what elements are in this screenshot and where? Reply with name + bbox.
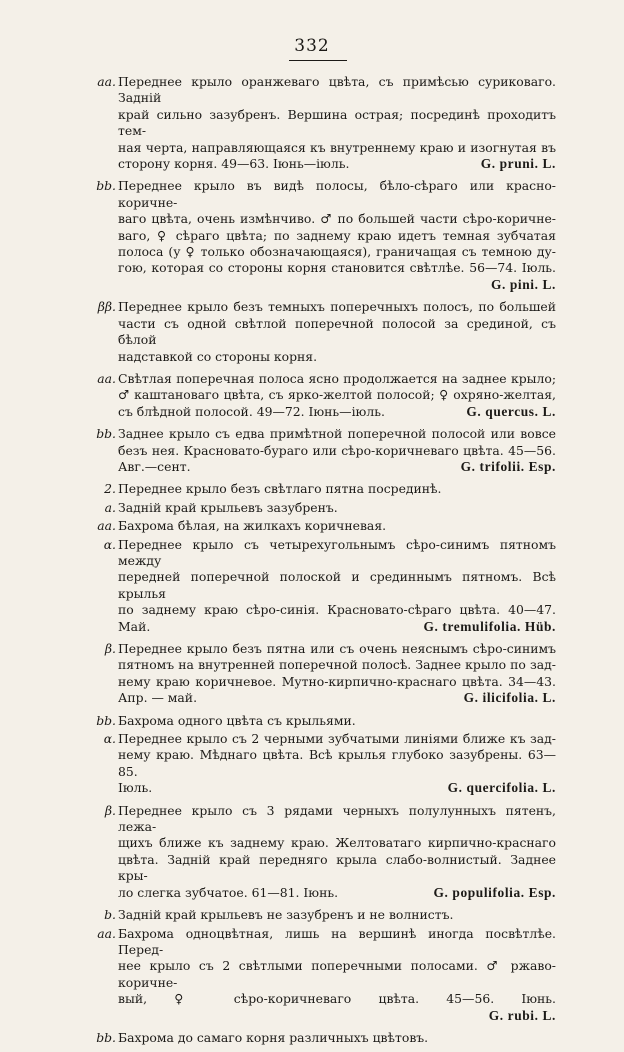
entry-marker: b. [104,907,116,923]
entry-marker: β. [104,641,116,656]
closing-line [118,619,556,635]
species-name: G. quercifolia. L. [447,780,556,796]
text-line: ваго цвѣта, очень измѣнчиво. ♂ по большей части сѣро-коричне- [118,211,556,227]
key-entry [86,518,556,534]
key-entry [86,803,556,901]
text-line: нему краю коричневое. Мутно-кирпично-краснаго цвѣта. 34—43. [118,673,556,689]
text-line: надставкой со стороны корня. [118,348,318,364]
entry-marker: β. [104,802,116,818]
text-line: по заднему краю сѣро-синія. Красновато-сѣраго цвѣта. 40—47. [118,602,556,618]
key-entry [86,731,556,797]
text-line: цвѣта. Задній край передняго крыла слабо-волнистый. Заднее кры- [118,851,556,884]
text-line: щихъ ближе къ заднему краю. Желтоватаго кирпично-краснаго [118,835,556,851]
species-name: G. ilicifolia. L. [463,690,556,706]
entry-marker: bb. [96,426,116,442]
entry-marker: a. [104,499,116,515]
text-line: ная черта, направляющаяся къ внутреннему краю и изогнутая въ [118,139,556,155]
text-line: Заднее крыло съ едва примѣтной поперечной полосой или вовсе [118,426,556,442]
text-line: Переднее крыло съ 2 черными зубчатыми линіями ближе къ зад- [118,731,556,747]
text-line: Іюль. [118,780,153,796]
species-name: G. trifolii. Esp. [460,458,556,474]
text-line: гою, которая со стороны корня становится свѣтлѣе. 56—74. Іюль. [118,260,556,276]
entry-marker: α. [103,731,116,747]
closing-line [118,404,556,420]
entry-marker: bb. [96,712,116,728]
species-name: G. populifolia. Esp. [433,884,556,900]
text-line: Переднее крыло съ четырехугольнымъ сѣро-синимъ пятномъ между [118,536,556,568]
key-entry [86,926,556,1024]
closing-line [118,690,556,706]
closing-line [118,885,556,901]
text-line: сторону корня. 49—63. Іюнь—іюль. [118,156,350,172]
text-line: Переднее крыло въ видѣ полосы, бѣло-сѣраго или красно-коричне- [118,178,556,210]
key-entry [86,74,556,172]
text-line: части съ одной свѣтлой поперечной полосой за срединой, съ бѣлой [118,315,556,348]
entry-marker: 2. [104,481,116,497]
text-line: Авг.—сент. [118,458,191,474]
page-number-rule [289,60,347,61]
text-line: Переднее крыло безъ свѣтлаго пятна посрединѣ. [118,481,442,497]
text-line: край сильно зазубренъ. Вершина острая; посрединѣ проходитъ тем- [118,106,556,139]
key-entry [86,371,556,420]
text-line: Переднее крыло безъ темныхъ поперечныхъ полосъ, по большей [118,299,556,315]
entry-marker: aa. [97,925,116,941]
text-line: нее крыло съ 2 свѣтлыми поперечными полосами. ♂ ржаво-коричне- [118,958,556,990]
species-name: G. pruni. L. [480,156,556,172]
closing-line [118,156,556,172]
key-entry [86,500,556,516]
species-name: G. quercus. L. [466,403,556,419]
key-entry [86,481,556,497]
entry-marker: aa. [97,370,116,386]
key-entry [86,713,556,729]
entry-marker: bb. [96,1029,116,1045]
key-entry [86,907,556,923]
text-line: пятномъ на внутренней поперечной полосѣ. Заднее крыло по зад- [118,657,556,673]
text-line: Апр. — май. [118,690,198,706]
key-entry [86,1030,556,1046]
text-line: Свѣтлая поперечная полоса ясно продолжается на заднее крыло; [118,370,556,386]
text-line: Бахрома до самаго корня различныхъ цвѣтовъ. [118,1029,429,1045]
closing-line [118,459,556,475]
entry-marker: bb. [96,178,116,194]
entry-marker: α. [103,536,116,552]
text-line: вый, ♀ сѣро-коричневаго цвѣта. 45—56. Іюнь. [118,991,556,1007]
entry-marker: aa. [97,74,116,89]
text-line: Переднее крыло безъ пятна или съ очень неяснымъ сѣро-синимъ [118,641,556,656]
text-line: ♂ каштановаго цвѣта, съ ярко-желтой полосой; ♀ охряно-желтая, [118,387,556,403]
text-line: передней поперечной полоской и срединнымъ пятномъ. Всѣ крылья [118,569,556,601]
entry-marker: aa. [97,518,116,534]
text-line: Задній край крыльевъ не зазубренъ и не волнистъ. [118,907,454,923]
key-entry [86,178,556,293]
species-name: G. rubi. L. [488,1007,556,1023]
text-line: Бахрома бѣлая, на жилкахъ коричневая. [118,518,387,534]
text-line: нему краю. Мѣднаго цвѣта. Всѣ крылья глубоко зазубрены. 63—85. [118,747,556,779]
key-text [86,74,556,1052]
entry-marker: ββ. [97,299,116,315]
text-line: безъ нея. Красновато-бураго или сѣро-коричневаго цвѣта. 45—56. [118,442,556,458]
text-line: Бахрома одноцвѣтная, лишь на вершинѣ иногда посвѣтлѣе. Перед- [118,925,556,957]
text-line: полоса (у ♀ только обозначающаяся), граничащая съ темною ду- [118,244,556,260]
key-entry [86,299,556,365]
text-line: ваго, ♀ сѣраго цвѣта; по заднему краю идетъ темная зубчатая [118,227,556,243]
species-name: G. tremulifolia. Hüb. [423,618,556,634]
key-entry [86,426,556,475]
text-line: ло слегка зубчатое. 61—81. Іюнь. [118,884,339,900]
text-line: Задній край крыльевъ зазубренъ. [118,499,338,515]
key-entry [86,641,556,707]
text-line: Бахрома одного цвѣта съ крыльями. [118,712,356,728]
text-line: Переднее крыло оранжеваго цвѣта, съ примѣсью суриковаго. Задній [118,74,556,106]
key-entry [86,537,556,635]
text-line: Переднее крыло съ 3 рядами черныхъ полулунныхъ пятенъ, лежа- [118,802,556,835]
text-line: съ блѣдной полосой. 49—72. Іюнь—іюль. [118,403,385,419]
page-number: 332 [294,36,330,56]
closing-line [118,780,556,796]
species-name: G. pini. L. [490,276,556,292]
text-line: Май. [118,618,151,634]
